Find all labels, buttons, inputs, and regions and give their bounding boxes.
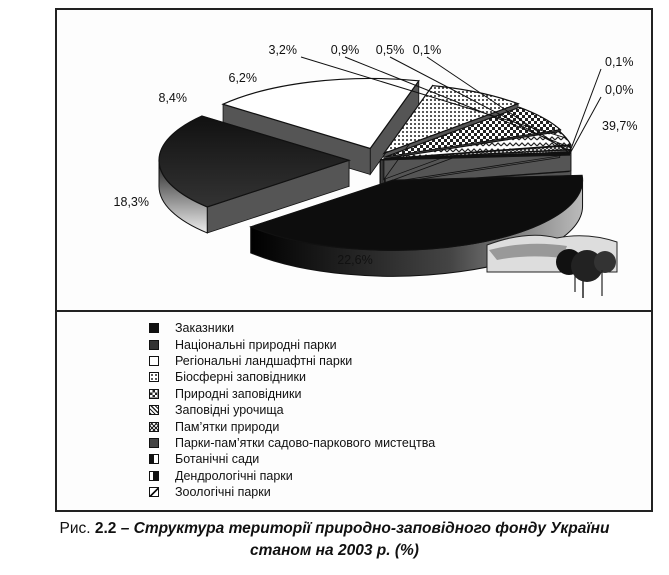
caption-text-1: Структура території природно-заповідного фонду України [133,520,610,537]
caption-dash: – [116,520,134,537]
legend [149,320,435,500]
legend-swatch [149,323,159,333]
slice-value-label: 39,7% [602,119,638,133]
legend-label: Національні природні парки [175,337,337,352]
landscape-illustration [487,235,617,298]
legend-label: Дендрологічні парки [175,468,293,483]
legend-item [149,418,435,434]
slice-value-label: 0,1% [412,43,442,57]
legend-item [149,484,435,500]
slice-value-label: 0,1% [605,55,634,69]
legend-item [149,402,435,418]
legend-divider [57,310,651,312]
legend-label: Зоологічні парки [175,485,271,500]
pie-chart [57,10,651,310]
legend-label: Регіональні ландшафтні парки [175,353,353,368]
legend-item [149,451,435,467]
legend-swatch [149,454,159,464]
legend-swatch [149,422,159,432]
legend-label: Парки-пам’ятки садово-паркового мистецтва [175,435,436,450]
caption-line-2 [0,540,669,562]
legend-swatch [149,487,159,497]
slice-value-label: 18,3% [113,195,149,209]
legend-item [149,468,435,484]
caption-number: 2.2 [94,520,117,537]
legend-label: Природні заповідники [175,386,302,401]
slice-value-label: 0,9% [330,43,360,57]
leader-line [569,69,601,154]
legend-swatch [149,389,159,399]
legend-swatch [149,405,159,415]
legend-label: Пам’ятки природи [175,419,280,434]
legend-swatch [149,471,159,481]
slice-value-label: 22,6% [337,253,373,267]
figure-caption [0,518,669,562]
caption-line-1 [0,518,669,540]
legend-label: Біосферні заповідники [175,370,306,385]
slice-value-label: 8,4% [158,91,187,105]
legend-item [149,336,435,352]
slice-value-label: 3,2% [268,43,297,57]
legend-swatch [149,438,159,448]
legend-item [149,435,435,451]
caption-prefix: Рис. [59,520,95,537]
legend-item [149,353,435,369]
legend-swatch [149,356,159,366]
legend-item [149,320,435,336]
legend-label: Заказники [175,321,235,336]
legend-item [149,369,435,385]
caption-text-2: станом на 2003 р. (%) [250,542,419,559]
legend-label: Ботанічні сади [175,452,260,467]
slice-value-label: 6,2% [228,71,257,85]
legend-item [149,386,435,402]
leader-line [569,97,601,155]
legend-label: Заповідні урочища [175,403,284,418]
slice-value-label: 0,5% [375,43,405,57]
slice-value-label: 0,0% [605,83,634,97]
legend-swatch [149,340,159,350]
legend-swatch [149,372,159,382]
chart-frame [55,8,653,512]
